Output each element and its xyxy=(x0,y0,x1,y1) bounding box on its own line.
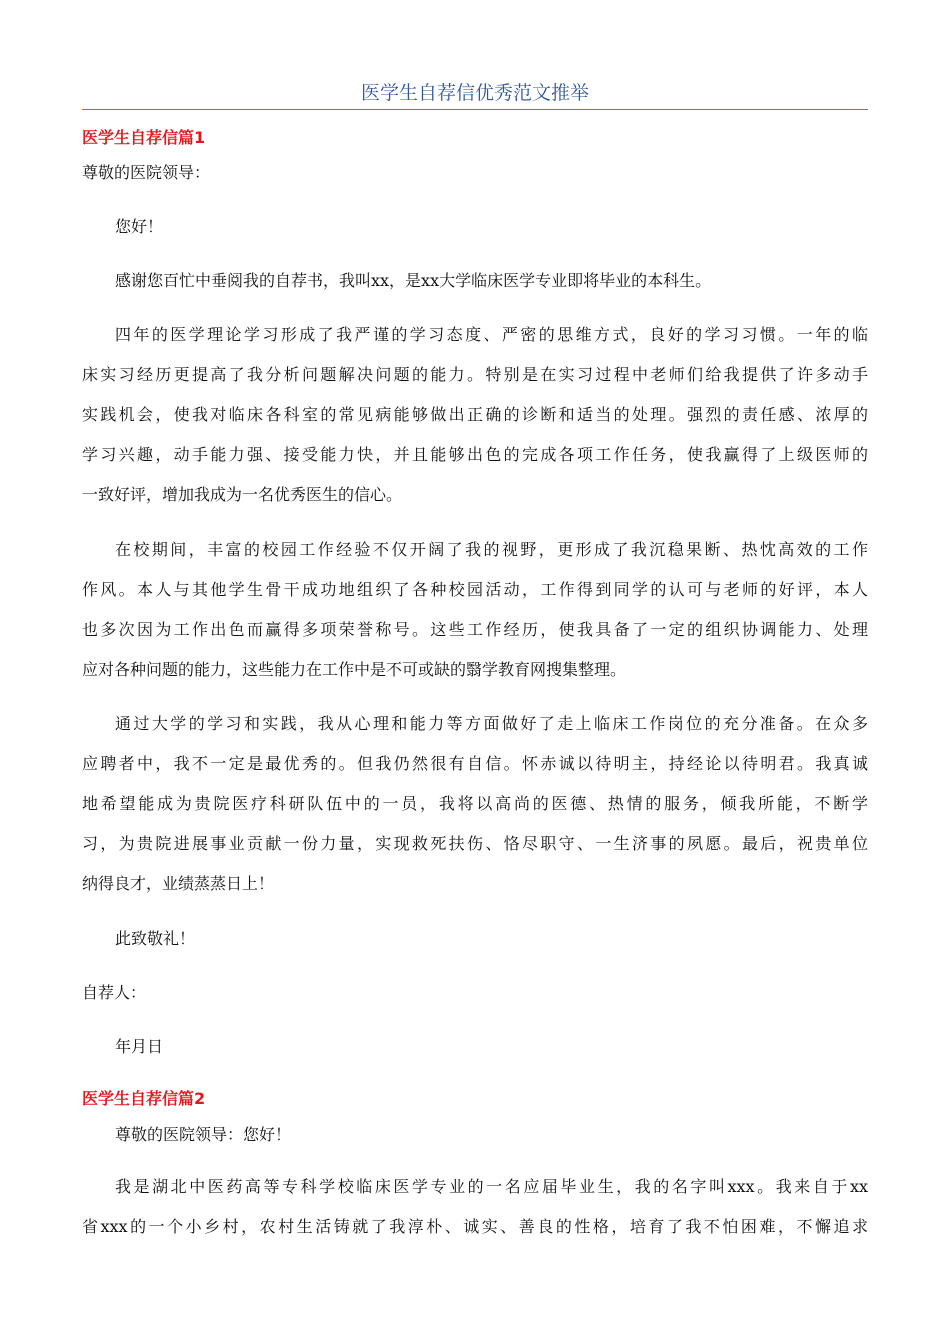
letter-2-paragraph-1-line: 省xxx的一个小乡村，农村生活铸就了我淳朴、诚实、善良的性格，培育了我不怕困难，不懈追求 xyxy=(82,1217,868,1236)
letter-1-paragraph-2-line: 在校期间，丰富的校园工作经验不仅开阔了我的视野，更形成了我沉稳果断、热忱高效的工作 xyxy=(115,540,868,559)
letter-1-paragraph-3-line: 地希望能成为贵院医疗科研队伍中的一员，我将以高尚的医德、热情的服务，倾我所能，不断学 xyxy=(82,794,868,813)
letter-2-paragraph-1-line: 我是湖北中医药高等专科学校临床医学专业的一名应届毕业生，我的名字叫xxx。我来自于xx xyxy=(115,1177,868,1196)
letter-1-date: 年月日 xyxy=(115,1037,164,1056)
title-underline xyxy=(82,109,868,110)
document-title: 医学生自荐信优秀范文推举 xyxy=(360,82,589,104)
letter-1-paragraph-3-line: 纳得良才，业绩蒸蒸日上！ xyxy=(82,874,275,893)
letter-1-paragraph-2-line: 作风。本人与其他学生骨干成功地组织了各种校园活动，工作得到同学的认可与老师的好评，本人 xyxy=(82,580,868,599)
letter-1-paragraph-3-line: 习，为贵院进展事业贡献一份力量，实现救死扶伤、恪尽职守、一生济事的夙愿。最后，祝贵单位 xyxy=(82,834,868,853)
letter-1-paragraph-1-line: 学习兴趣，动手能力强、接受能力快，并且能够出色的完成各项工作任务，使我赢得了上级医师的 xyxy=(82,445,868,464)
section-heading-letter-2: 医学生自荐信篇2 xyxy=(82,1089,206,1108)
letter-1-paragraph-1-line: 一致好评，增加我成为一名优秀医生的信心。 xyxy=(82,485,403,504)
letter-1-salutation: 尊敬的医院领导： xyxy=(82,163,211,182)
letter-2-salutation: 尊敬的医院领导：您好！ xyxy=(115,1125,292,1144)
letter-1-paragraph-3-line: 通过大学的学习和实践，我从心理和能力等方面做好了走上临床工作岗位的充分准备。在众多 xyxy=(115,714,868,733)
letter-1-paragraph-3-line: 应聘者中，我不一定是最优秀的。但我仍然很有自信。怀赤诚以待明主，持经论以待明君。我真诚 xyxy=(82,754,868,773)
letter-1-intro: 感谢您百忙中垂阅我的自荐书，我叫xx，是xx大学临床医学专业即将毕业的本科生。 xyxy=(115,271,712,290)
letter-1-paragraph-1-line: 四年的医学理论学习形成了我严谨的学习态度、严密的思维方式，良好的学习习惯。一年的临 xyxy=(115,325,868,344)
letter-1-closing: 此致敬礼！ xyxy=(115,929,196,948)
section-heading-letter-1: 医学生自荐信篇1 xyxy=(82,128,206,147)
letter-1-paragraph-2-line: 也多次因为工作出色而赢得多项荣誉称号。这些工作经历，使我具备了一定的组织协调能力、处理 xyxy=(82,620,868,639)
letter-1-greeting: 您好！ xyxy=(115,217,164,236)
letter-1-signature: 自荐人： xyxy=(82,983,147,1002)
letter-1-paragraph-2-line: 应对各种问题的能力，这些能力在工作中是不可或缺的翳学教育网搜集整理。 xyxy=(82,660,627,679)
letter-1-paragraph-1-line: 床实习经历更提高了我分析问题解决问题的能力。特别是在实习过程中老师们给我提供了许多动手 xyxy=(82,365,868,384)
letter-1-paragraph-1-line: 实践机会，使我对临床各科室的常见病能够做出正确的诊断和适当的处理。强烈的责任感、浓厚的 xyxy=(82,405,868,424)
